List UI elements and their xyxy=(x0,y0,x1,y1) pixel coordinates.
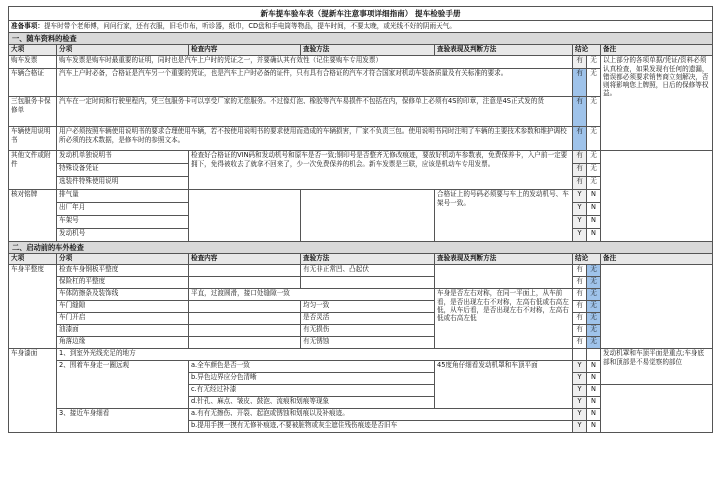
result-yes[interactable]: 有 xyxy=(573,56,587,69)
result-no[interactable]: 无 xyxy=(587,177,601,190)
row-certificate-big: 车辆合格证 xyxy=(9,69,57,97)
result-yes[interactable]: Y xyxy=(573,229,587,242)
paint-method: 45度角仔细看发动机罩和车顶平面 xyxy=(435,361,573,409)
row-invoice-big: 购车发票 xyxy=(9,56,57,69)
flatness-method xyxy=(301,277,435,289)
flatness-method: 有无锈蚀 xyxy=(301,337,435,349)
flatness-method: 有无损伤 xyxy=(301,325,435,337)
nameplate-method: 合格证上的号码必须要与车上的发动机号、车架号一致。 xyxy=(435,190,573,242)
paint-item: a.有有无擦伤、开裂、起泡或锈蚀和划痕以及补痕迹。 xyxy=(189,409,573,421)
flatness-item: 车门开启 xyxy=(57,313,189,325)
flatness-method: 有无非正常凹、凸起伏 xyxy=(301,265,435,277)
row-certificate-desc: 汽车上户时必备，合格证是汽车另一个重要的凭证，也是汽车上户时必备的证件，只有具有合格证的汽车才符合国家对机动车装备质量及有关标准的要求。 xyxy=(57,69,573,97)
paint-step2: 2、围着车身走一圈远观 xyxy=(57,361,189,409)
prep-notes xyxy=(9,21,713,33)
result-yes[interactable]: 有 xyxy=(573,337,587,349)
result-no[interactable]: N xyxy=(587,203,601,216)
result-no[interactable]: 无 xyxy=(587,277,601,289)
flatness-content xyxy=(189,265,301,277)
result-yes[interactable] xyxy=(573,349,587,361)
flatness-content xyxy=(189,301,301,313)
nameplate-method-blank xyxy=(301,190,435,242)
col-header-method: 查验方法 xyxy=(301,254,435,265)
result-yes[interactable]: 有 xyxy=(573,97,587,127)
result-yes[interactable]: 有 xyxy=(573,127,587,151)
col-header-method: 查验方法 xyxy=(301,45,435,56)
paint-item: a.全车颜色是否一致 xyxy=(189,361,435,373)
result-no[interactable]: N xyxy=(587,216,601,229)
result-yes[interactable]: 有 xyxy=(573,265,587,277)
result-no[interactable]: 无 xyxy=(587,69,601,97)
result-yes[interactable]: 有 xyxy=(573,151,587,164)
other-item: 选装件特殊使用说明 xyxy=(57,177,189,190)
col-header-sub: 分项 xyxy=(57,45,189,56)
result-no[interactable]: 无 xyxy=(587,313,601,325)
col-header-judge: 查验表现及判断方法 xyxy=(435,45,573,56)
paint-item: c.有无经过补漆 xyxy=(189,385,435,397)
row-warranty-big: 三包服务卡保修单 xyxy=(9,97,57,127)
flatness-remark xyxy=(601,265,713,349)
row-manual-desc: 用户必须按照车辆使用说明书的要求合理使用车辆，若不按使用说明书的要求使用而造成的车辆损害，厂家不负责三包。使用说明书同时注明了车辆的主要技术参数和维护调校所必须的技术数据，是修车时的参照文本。 xyxy=(57,127,573,151)
flatness-judge-blank xyxy=(435,265,573,289)
nameplate-content xyxy=(189,190,301,242)
result-no[interactable]: N xyxy=(587,385,601,397)
flatness-item: 角落边缘 xyxy=(57,337,189,349)
nameplate-item: 发动机号 xyxy=(57,229,189,242)
other-item: 发动机单独说明书 xyxy=(57,151,189,164)
flatness-content xyxy=(189,277,301,289)
row-manual-big: 车辆使用说明书 xyxy=(9,127,57,151)
inspection-sheet xyxy=(8,6,712,433)
flatness-item: 车体防擦条及装饰线 xyxy=(57,289,189,301)
row-flatness-big: 车身平整度 xyxy=(9,265,57,349)
result-yes[interactable]: 有 xyxy=(573,277,587,289)
result-no[interactable]: 无 xyxy=(587,151,601,164)
flatness-content xyxy=(189,313,301,325)
nameplate-item: 出厂年月 xyxy=(57,203,189,216)
result-no[interactable]: 无 xyxy=(587,337,601,349)
col-header-sub: 分项 xyxy=(57,254,189,265)
paint-item: b.异色边界应分色清晰 xyxy=(189,373,435,385)
section1-title: 一、随车资料的检查 xyxy=(9,33,713,45)
result-yes[interactable]: 有 xyxy=(573,313,587,325)
other-item: 特殊设备凭证 xyxy=(57,164,189,177)
result-no[interactable]: 无 xyxy=(587,127,601,151)
result-yes[interactable]: Y xyxy=(573,361,587,373)
col-header-result: 结论 xyxy=(573,45,601,56)
result-yes[interactable]: Y xyxy=(573,385,587,397)
result-no[interactable]: 无 xyxy=(587,265,601,277)
flatness-item: 检查车身钢板平整度 xyxy=(57,265,189,277)
col-header-content: 检查内容 xyxy=(189,45,301,56)
result-no[interactable]: 无 xyxy=(587,97,601,127)
result-yes[interactable]: Y xyxy=(573,216,587,229)
result-no[interactable]: 无 xyxy=(587,56,601,69)
prep-label: 准备事项： xyxy=(11,22,44,31)
result-no[interactable]: N xyxy=(587,229,601,242)
blank-remark xyxy=(601,151,713,242)
flatness-item: 车门缝隙 xyxy=(57,301,189,313)
paint-step3: 3、接近车身细看 xyxy=(57,409,189,433)
result-no[interactable]: 无 xyxy=(587,289,601,301)
paint-remark-blank xyxy=(601,385,713,433)
section1-remark: 以上部分的各项单据/凭证/资料必须认真检查，如果发现有任何的遗漏，错误都必须要求销售商立刻解决，否则将影响您上牌照，日后的保修等权益。 xyxy=(601,56,713,151)
result-no[interactable]: N xyxy=(587,373,601,385)
row-paint-big: 车身漆面 xyxy=(9,349,57,433)
result-yes[interactable]: 有 xyxy=(573,325,587,337)
result-no[interactable]: N xyxy=(587,421,601,433)
paint-step1: 1、到室外光线充足的地方 xyxy=(57,349,573,361)
result-no[interactable]: N xyxy=(587,397,601,409)
flatness-item: 保险杠的平整度 xyxy=(57,277,189,289)
col-header-big: 大项 xyxy=(9,45,57,56)
result-yes[interactable]: Y xyxy=(573,373,587,385)
flatness-judge: 车身是否左右对称，在同一平面上，从车前看，是否出现左右不对称，左高右低或右高左低，从车后看，是否出现左右不对称，左高右低或右高左低 xyxy=(435,289,573,349)
col-header-big: 大项 xyxy=(9,254,57,265)
row-warranty-desc: 汽车在一定时间和行驶里程内，凭三包服务卡可以享受厂家的无偿服务。不过像灯泡、橡胶等汽车易损件不包括在内，保修单上必须有4S的印章，注意是4S正式发的货 xyxy=(57,97,573,127)
result-yes[interactable]: 有 xyxy=(573,164,587,177)
result-yes[interactable]: Y xyxy=(573,397,587,409)
result-yes[interactable]: 有 xyxy=(573,289,587,301)
result-yes[interactable]: 有 xyxy=(573,177,587,190)
result-yes[interactable]: 有 xyxy=(573,301,587,313)
row-nameplate-big: 核对铭牌 xyxy=(9,190,57,242)
result-no[interactable]: N xyxy=(587,361,601,373)
result-yes[interactable]: 有 xyxy=(573,69,587,97)
other-content: 检查好合格证的VIN码和发动机号和原车是否一致;钢印号是否整齐无修改痕迹，要放好机动车参数表，免费保养卡，入户前一定要拥下，免得被收去了就拿不回来了，少一次免费保养的机会。新车发票是三联，应该是机动车专用发票。 xyxy=(189,151,573,190)
paint-item: d.针孔、麻点、皱皮、鼓泡、流痕和划痕等现象 xyxy=(189,397,435,409)
flatness-content xyxy=(189,337,301,349)
result-no[interactable]: 无 xyxy=(587,164,601,177)
col-header-content: 检查内容 xyxy=(189,254,301,265)
nameplate-item: 排气量 xyxy=(57,190,189,203)
paint-item: b.提用手摸一摸有无修补痕迹,不要被脏物或灰尘遮住残伤痕迹是否旧车 xyxy=(189,421,573,433)
col-header-result: 结论 xyxy=(573,254,601,265)
result-no[interactable] xyxy=(587,349,601,361)
col-header-remark: 备注 xyxy=(601,254,713,265)
prep-text: 提车时带个老师傅，问问行家，还有衣服，旧毛巾布，听诊器，纸巾，CD盘和手电筒等物品，提车时间，不要太晚，或光线不好的阴雨天气。 xyxy=(43,22,456,31)
result-no[interactable]: 无 xyxy=(587,301,601,313)
result-no[interactable]: N xyxy=(587,190,601,203)
result-yes[interactable]: Y xyxy=(573,421,587,433)
result-no[interactable]: N xyxy=(587,409,601,421)
result-yes[interactable]: Y xyxy=(573,190,587,203)
flatness-method: 均匀一致 xyxy=(301,301,435,313)
result-no[interactable]: 无 xyxy=(587,325,601,337)
section2-title: 二、启动前的车外检查 xyxy=(9,242,713,254)
result-yes[interactable]: Y xyxy=(573,203,587,216)
col-header-remark: 备注 xyxy=(601,45,713,56)
flatness-item: 油漆面 xyxy=(57,325,189,337)
sheet-title: 新车提车验车表（提新车注意事项详细指南） 提车检验手册 xyxy=(9,7,713,21)
row-invoice-desc: 购车发票是购车时最重要的证明，同时也是汽车上户时的凭证之一，并要确认其有效性（记住要购车专用发票） xyxy=(57,56,573,69)
nameplate-item: 车架号 xyxy=(57,216,189,229)
flatness-content: 平直，过渡圆滑，接口处缝隙一致 xyxy=(189,289,435,301)
result-yes[interactable]: Y xyxy=(573,409,587,421)
flatness-method: 是否灵活 xyxy=(301,313,435,325)
col-header-judge: 查验表现及判断方法 xyxy=(435,254,573,265)
row-other-big: 其他文件或附件 xyxy=(9,151,57,190)
inspection-table xyxy=(8,6,713,433)
flatness-content xyxy=(189,325,301,337)
paint-remark: 发动机罩和车顶平面是重点;车身底部和顶部是不易觉察的部位 xyxy=(601,349,713,385)
